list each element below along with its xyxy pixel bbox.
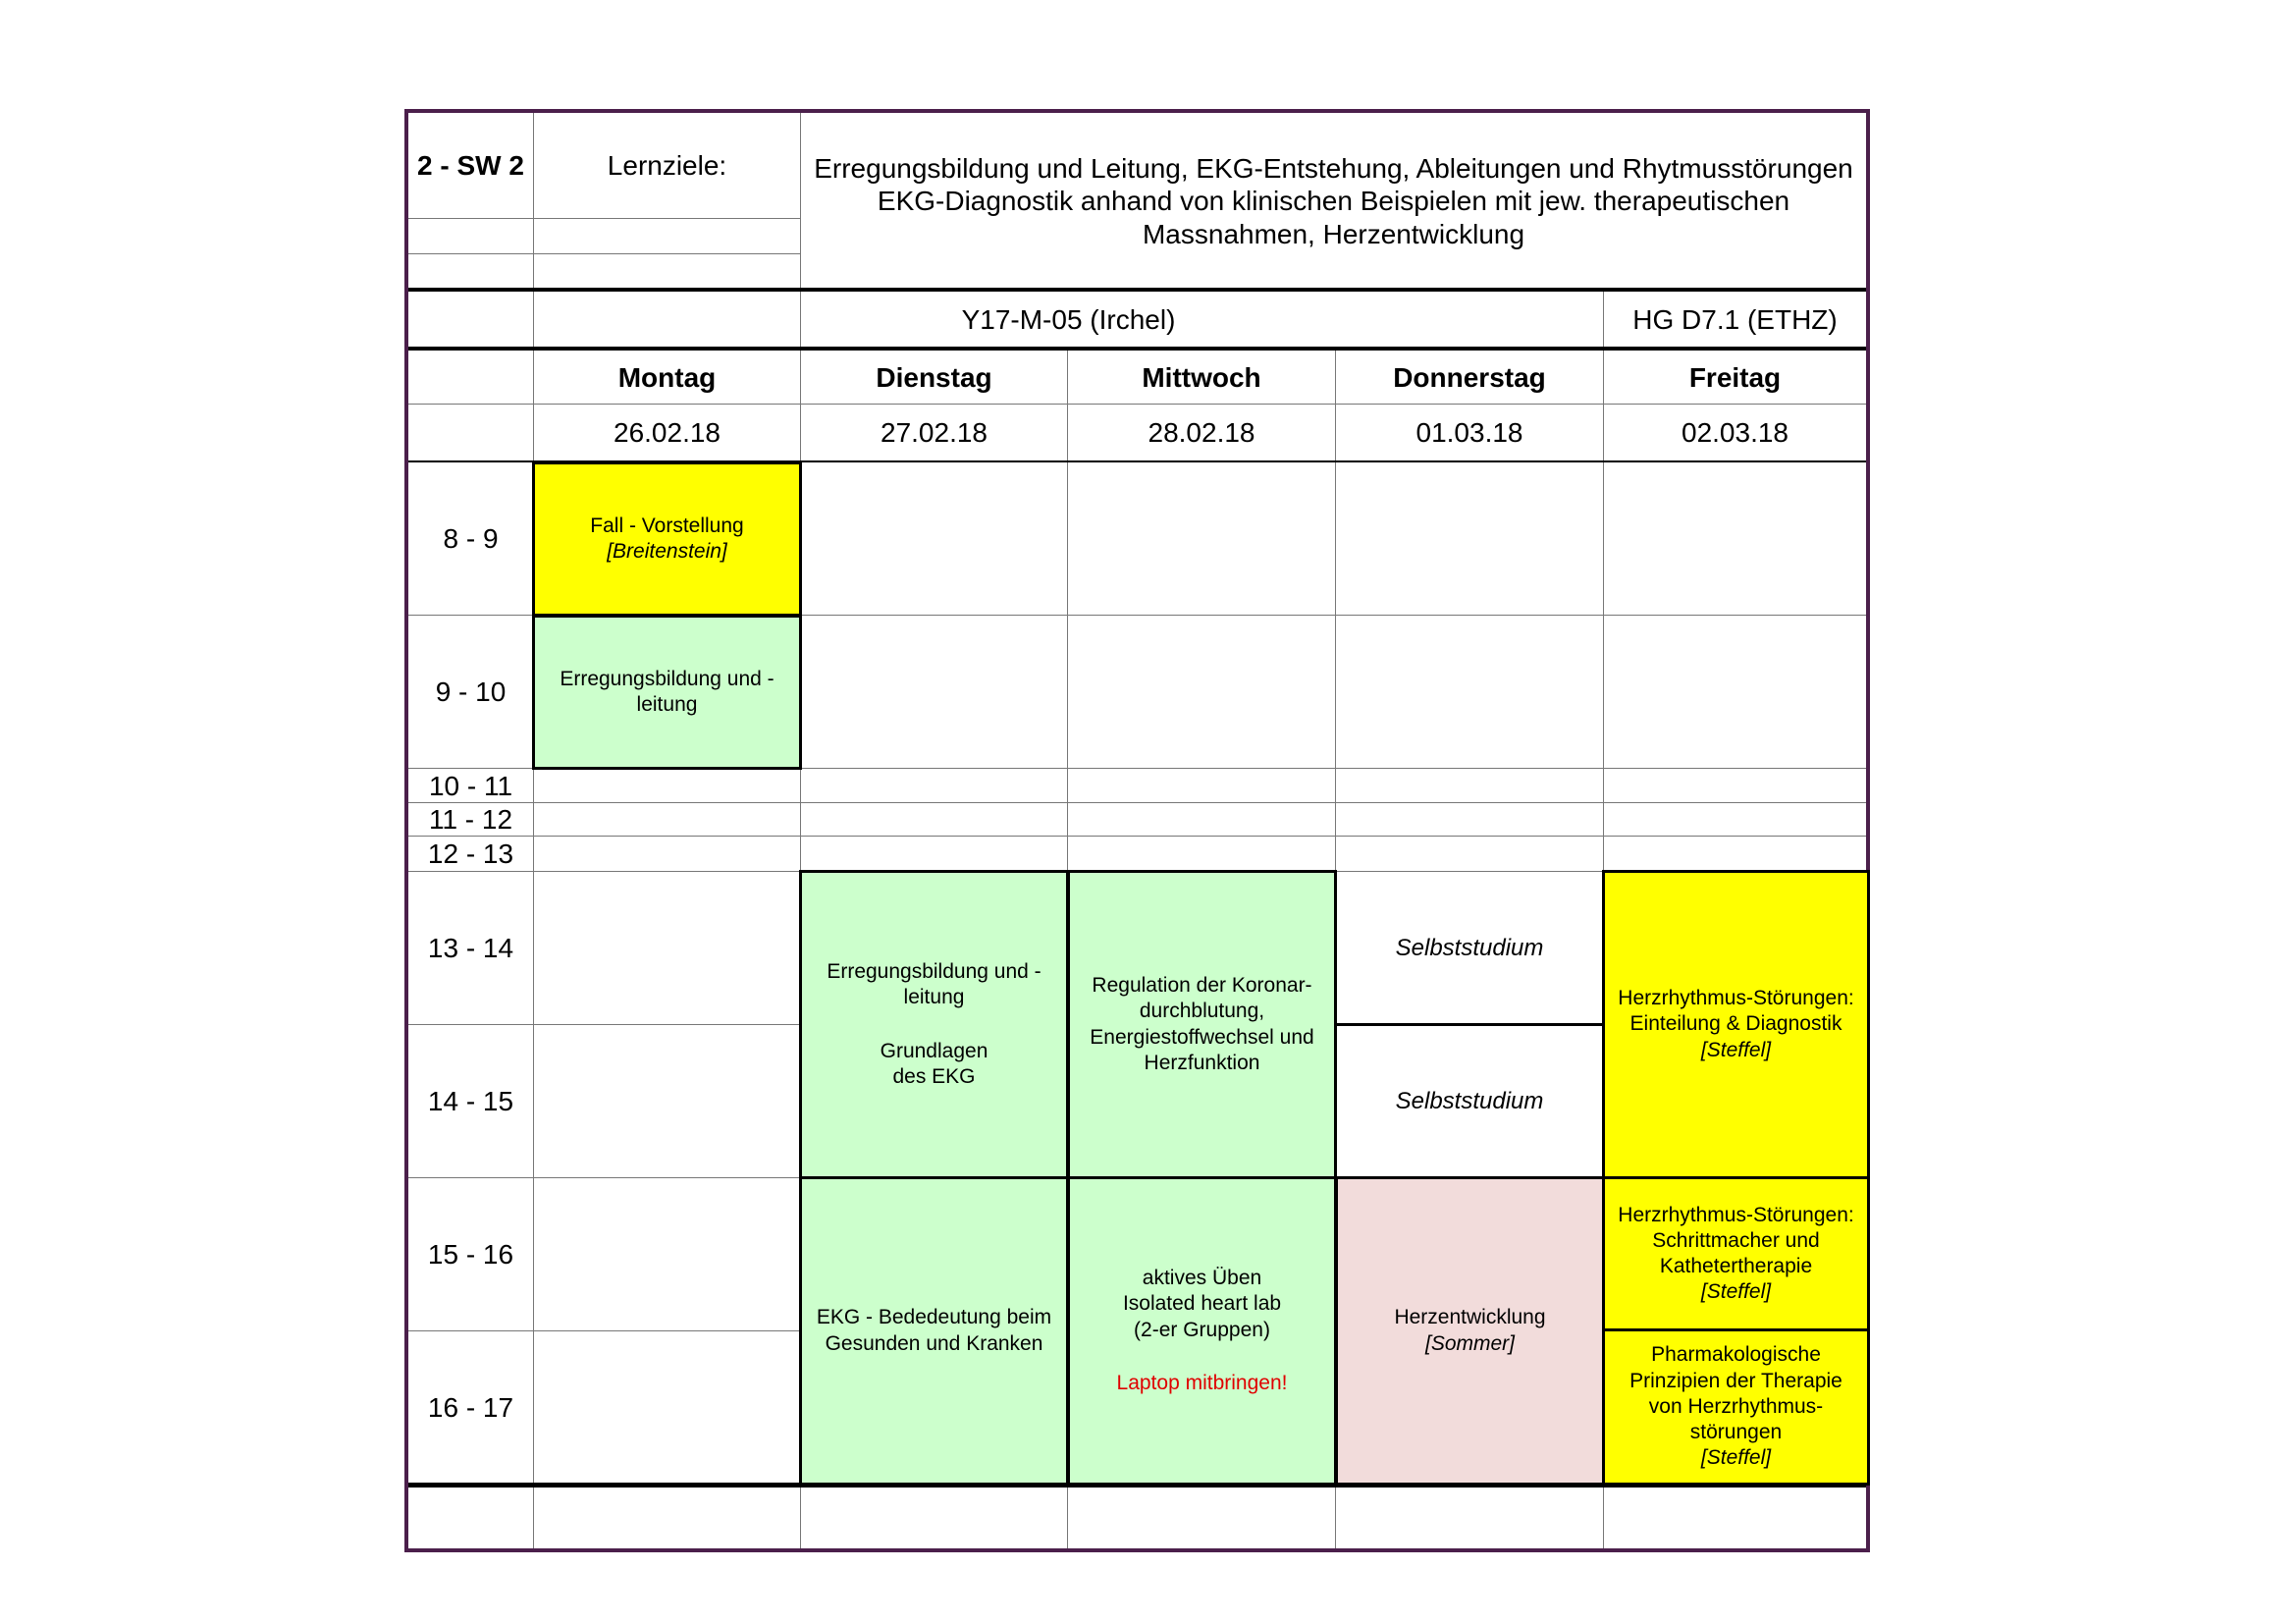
time-slot: 11 - 12 bbox=[428, 804, 513, 835]
event-title: Herzentwicklung bbox=[1394, 1306, 1546, 1329]
event-thu-selbststudium-2 bbox=[1336, 1026, 1603, 1177]
timetable bbox=[404, 109, 1870, 1552]
date-friday: 02.03.18 bbox=[1682, 417, 1789, 448]
event-lecturer: [Steffel] bbox=[1700, 1446, 1772, 1470]
date-wednesday: 28.02.18 bbox=[1148, 417, 1255, 448]
event-fri-einteilung bbox=[1602, 870, 1870, 1179]
event-title: Erregungsbildung und - leitung bbox=[827, 960, 1041, 1009]
week-label: 2 - SW 2 bbox=[417, 150, 524, 181]
goals-label: Lernziele: bbox=[607, 150, 727, 181]
time-slot: 13 - 14 bbox=[427, 933, 514, 963]
event-mon-erregungsbildung bbox=[532, 615, 802, 770]
event-lecturer: [Steffel] bbox=[1700, 1038, 1772, 1061]
time-slot: 10 - 11 bbox=[428, 770, 513, 801]
row-divider bbox=[408, 218, 801, 219]
time-slot: 15 - 16 bbox=[427, 1239, 514, 1270]
goals-text: Erregungsbildung und Leitung, EKG-Entstehung, Ableitungen und Rhytmusstörungen EKG-Diagnostik anhand von klinischen Beispielen mit jew. therapeutischen Massnahmen, Herzentwicklung bbox=[814, 152, 1853, 249]
row-divider bbox=[408, 836, 1866, 837]
event-title: Pharmakologische Prinzipien der Therapie von Herzrhythmus-störungen bbox=[1629, 1343, 1842, 1444]
row-divider bbox=[408, 253, 801, 254]
event-note: Laptop mitbringen! bbox=[1116, 1371, 1288, 1394]
time-slot: 8 - 9 bbox=[443, 523, 499, 554]
event-title: Selbststudium bbox=[1395, 934, 1544, 961]
event-title: Fall - Vorstellung bbox=[590, 514, 744, 537]
day-wednesday: Mittwoch bbox=[1142, 361, 1261, 393]
event-thu-herzentwicklung bbox=[1335, 1176, 1605, 1486]
room-main: Y17-M-05 (Irchel) bbox=[961, 303, 1176, 335]
event-title: Erregungsbildung und - leitung bbox=[560, 667, 774, 716]
event-lecturer: [Breitenstein] bbox=[607, 540, 727, 563]
time-slot: 9 - 10 bbox=[435, 676, 507, 707]
event-title: Herzrhythmus-Störungen: Schrittmacher und Kathetertherapie bbox=[1618, 1203, 1854, 1277]
date-tuesday: 27.02.18 bbox=[881, 417, 988, 448]
day-thursday: Donnerstag bbox=[1393, 361, 1546, 393]
event-mon-fall-vorstellung bbox=[532, 461, 802, 617]
row-divider bbox=[408, 802, 1866, 803]
event-wed-heart-lab bbox=[1067, 1176, 1337, 1486]
event-fri-schrittmacher bbox=[1602, 1176, 1870, 1331]
event-title: Regulation der Koronar-durchblutung, Energiestoffwechsel und Herzfunktion bbox=[1090, 974, 1314, 1074]
day-friday: Freitag bbox=[1688, 361, 1782, 393]
event-title: aktives Üben Isolated heart lab (2-er Gruppen) bbox=[1122, 1267, 1282, 1341]
date-monday: 26.02.18 bbox=[614, 417, 721, 448]
day-tuesday: Dienstag bbox=[876, 361, 992, 393]
event-tue-ekg-bedeutung bbox=[799, 1176, 1069, 1486]
event-title: EKG - Bededeutung beim Gesunden und Kranken bbox=[816, 1306, 1052, 1355]
event-lecturer: [Steffel] bbox=[1700, 1280, 1772, 1304]
event-wed-koronar bbox=[1067, 870, 1337, 1179]
event-fri-pharmakologie bbox=[1602, 1328, 1870, 1486]
time-slot: 16 - 17 bbox=[427, 1391, 514, 1423]
event-title: Selbststudium bbox=[1395, 1088, 1544, 1114]
event-subtitle: Grundlagen des EKG bbox=[880, 1039, 988, 1088]
event-thu-selbststudium-1 bbox=[1336, 872, 1603, 1024]
event-tue-erregungsbildung bbox=[799, 870, 1069, 1179]
event-lecturer: [Sommer] bbox=[1424, 1331, 1515, 1355]
date-thursday: 01.03.18 bbox=[1415, 417, 1523, 448]
day-monday: Montag bbox=[617, 361, 717, 393]
room-friday: HG D7.1 (ETHZ) bbox=[1632, 303, 1838, 335]
time-slot: 12 - 13 bbox=[427, 839, 514, 869]
event-title: Herzrhythmus-Störungen: Einteilung & Diagnostik bbox=[1618, 987, 1854, 1036]
time-slot: 14 - 15 bbox=[427, 1086, 514, 1116]
